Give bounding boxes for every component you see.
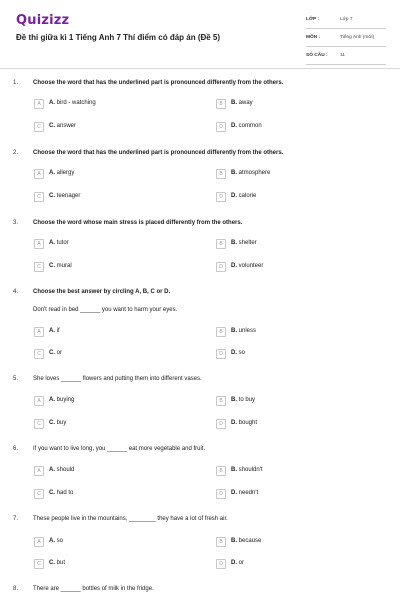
option-letter: B. [231, 240, 237, 246]
question-number: 5. [13, 376, 19, 382]
question-prompt: These people live in the mountains, ________ they have a lot of fresh air. [33, 516, 228, 522]
option-text: unless [238, 328, 257, 334]
meta-label: LỚP : [306, 17, 320, 22]
option-checkbox[interactable]: D [216, 122, 226, 132]
option-letter: D. [231, 350, 237, 356]
option-text: volunteer [238, 263, 264, 269]
option-checkbox[interactable]: A [34, 466, 44, 476]
quizizz-logo: Quizizz [16, 13, 70, 28]
option-letter: B. [231, 328, 237, 334]
option-text: teenager [56, 193, 81, 199]
meta-label: MÔN : [306, 35, 321, 40]
meta-value: 11 [340, 53, 345, 58]
option-letter: A. [49, 170, 55, 176]
option-checkbox[interactable]: B [216, 239, 226, 249]
question-number: 4. [13, 289, 19, 295]
question-sentence: Don't read in bed ______ you want to harm your eyes. [33, 307, 178, 313]
option-text: but [56, 560, 66, 566]
question-prompt: Choose the word whose main stress is placed differently from the others. [33, 220, 243, 226]
option-letter: C. [49, 263, 55, 269]
option-checkbox[interactable]: C [34, 419, 44, 429]
option-checkbox[interactable]: B [216, 537, 226, 547]
question-number: 8. [13, 586, 19, 592]
question-number: 2. [13, 150, 19, 156]
option-checkbox[interactable]: C [34, 489, 44, 499]
option-checkbox[interactable]: C [34, 349, 44, 359]
question-number: 3. [13, 220, 19, 226]
option-letter: B. [231, 397, 237, 403]
question-prompt: Choose the word that has the underlined part is pronounced differently from the others. [33, 150, 284, 156]
question-number: 7. [13, 516, 19, 522]
option-letter: B. [231, 467, 237, 473]
option-text: calorie [238, 193, 257, 199]
meta-value: Tiếng Anh (mới) [340, 35, 375, 40]
option-text: because [238, 538, 262, 544]
option-checkbox[interactable]: B [216, 466, 226, 476]
option-checkbox[interactable]: B [216, 327, 226, 337]
option-checkbox[interactable]: A [34, 537, 44, 547]
option-text: away [238, 100, 253, 106]
option-text: or [56, 350, 63, 356]
option-text: bought [238, 420, 258, 426]
question-prompt: There are ______ bottles of milk in the fridge. [33, 586, 154, 592]
option-checkbox[interactable]: A [34, 327, 44, 337]
meta-row-subject [306, 32, 386, 47]
option-letter: D. [231, 123, 237, 129]
question-prompt: Choose the best answer by circling A, B, C or D. [33, 289, 171, 295]
question-prompt: She loves ______ flowers and putting them into different vases. [33, 376, 202, 382]
option-checkbox[interactable]: C [34, 122, 44, 132]
option-text: if [56, 328, 60, 334]
option-letter: A. [49, 467, 55, 473]
option-text: buy [56, 420, 67, 426]
meta-row-question-count [306, 50, 386, 65]
option-checkbox[interactable]: C [34, 559, 44, 569]
option-checkbox[interactable]: D [216, 349, 226, 359]
option-letter: A. [49, 328, 55, 334]
option-text: mural [56, 263, 72, 269]
option-text: atmosphere [238, 170, 271, 176]
option-letter: C. [49, 193, 55, 199]
meta-label: SỐ CÂU : [306, 53, 328, 58]
option-letter: B. [231, 538, 237, 544]
option-checkbox[interactable]: C [34, 262, 44, 272]
option-letter: C. [49, 123, 55, 129]
option-letter: D. [231, 193, 237, 199]
option-checkbox[interactable]: B [216, 396, 226, 406]
option-letter: C. [49, 350, 55, 356]
option-checkbox[interactable]: C [34, 192, 44, 202]
meta-row-class [306, 14, 386, 29]
option-letter: D. [231, 420, 237, 426]
meta-value: Lớp 7 [340, 17, 353, 22]
option-text: needn't [238, 490, 259, 496]
option-checkbox[interactable]: A [34, 396, 44, 406]
option-letter: C. [49, 420, 55, 426]
option-text: or [238, 560, 245, 566]
option-checkbox[interactable]: D [216, 262, 226, 272]
option-checkbox[interactable]: D [216, 192, 226, 202]
option-letter: C. [49, 560, 55, 566]
option-text: should [56, 467, 75, 473]
option-checkbox[interactable]: A [34, 239, 44, 249]
option-text: had to [56, 490, 74, 496]
option-letter: C. [49, 490, 55, 496]
option-text: allergy [56, 170, 75, 176]
option-checkbox[interactable]: D [216, 559, 226, 569]
option-checkbox[interactable]: D [216, 419, 226, 429]
option-text: common [238, 123, 262, 129]
option-letter: B. [231, 170, 237, 176]
option-text: so [56, 538, 64, 544]
question-number: 6. [13, 446, 19, 452]
option-letter: D. [231, 490, 237, 496]
option-text: shouldn't [238, 467, 263, 473]
option-letter: D. [231, 263, 237, 269]
option-letter: A. [49, 538, 55, 544]
option-checkbox[interactable]: D [216, 489, 226, 499]
option-text: answer [56, 123, 77, 129]
option-text: tutor [56, 240, 69, 246]
option-text: bird - watching [56, 100, 96, 106]
option-letter: A. [49, 240, 55, 246]
option-text: so [238, 350, 246, 356]
question-prompt: If you want to live long, you ______ eat more vegetable and fruit. [33, 446, 206, 452]
question-number: 1. [13, 80, 19, 86]
option-text: buying [56, 397, 75, 403]
option-checkbox[interactable]: B [216, 169, 226, 179]
document-title: Đề thi giữa kì 1 Tiếng Anh 7 Thí điểm có đáp án (Đề 5) [16, 33, 221, 42]
option-checkbox[interactable]: A [34, 99, 44, 109]
header-divider [0, 68, 400, 69]
option-letter: A. [49, 100, 55, 106]
option-letter: A. [49, 397, 55, 403]
meta-panel [306, 14, 386, 68]
option-letter: D. [231, 560, 237, 566]
option-checkbox[interactable]: B [216, 99, 226, 109]
option-letter: B. [231, 100, 237, 106]
question-prompt: Choose the word that has the underlined part is pronounced differently from the others. [33, 80, 284, 86]
option-text: shelter [238, 240, 257, 246]
option-checkbox[interactable]: A [34, 169, 44, 179]
option-text: to buy [238, 397, 256, 403]
